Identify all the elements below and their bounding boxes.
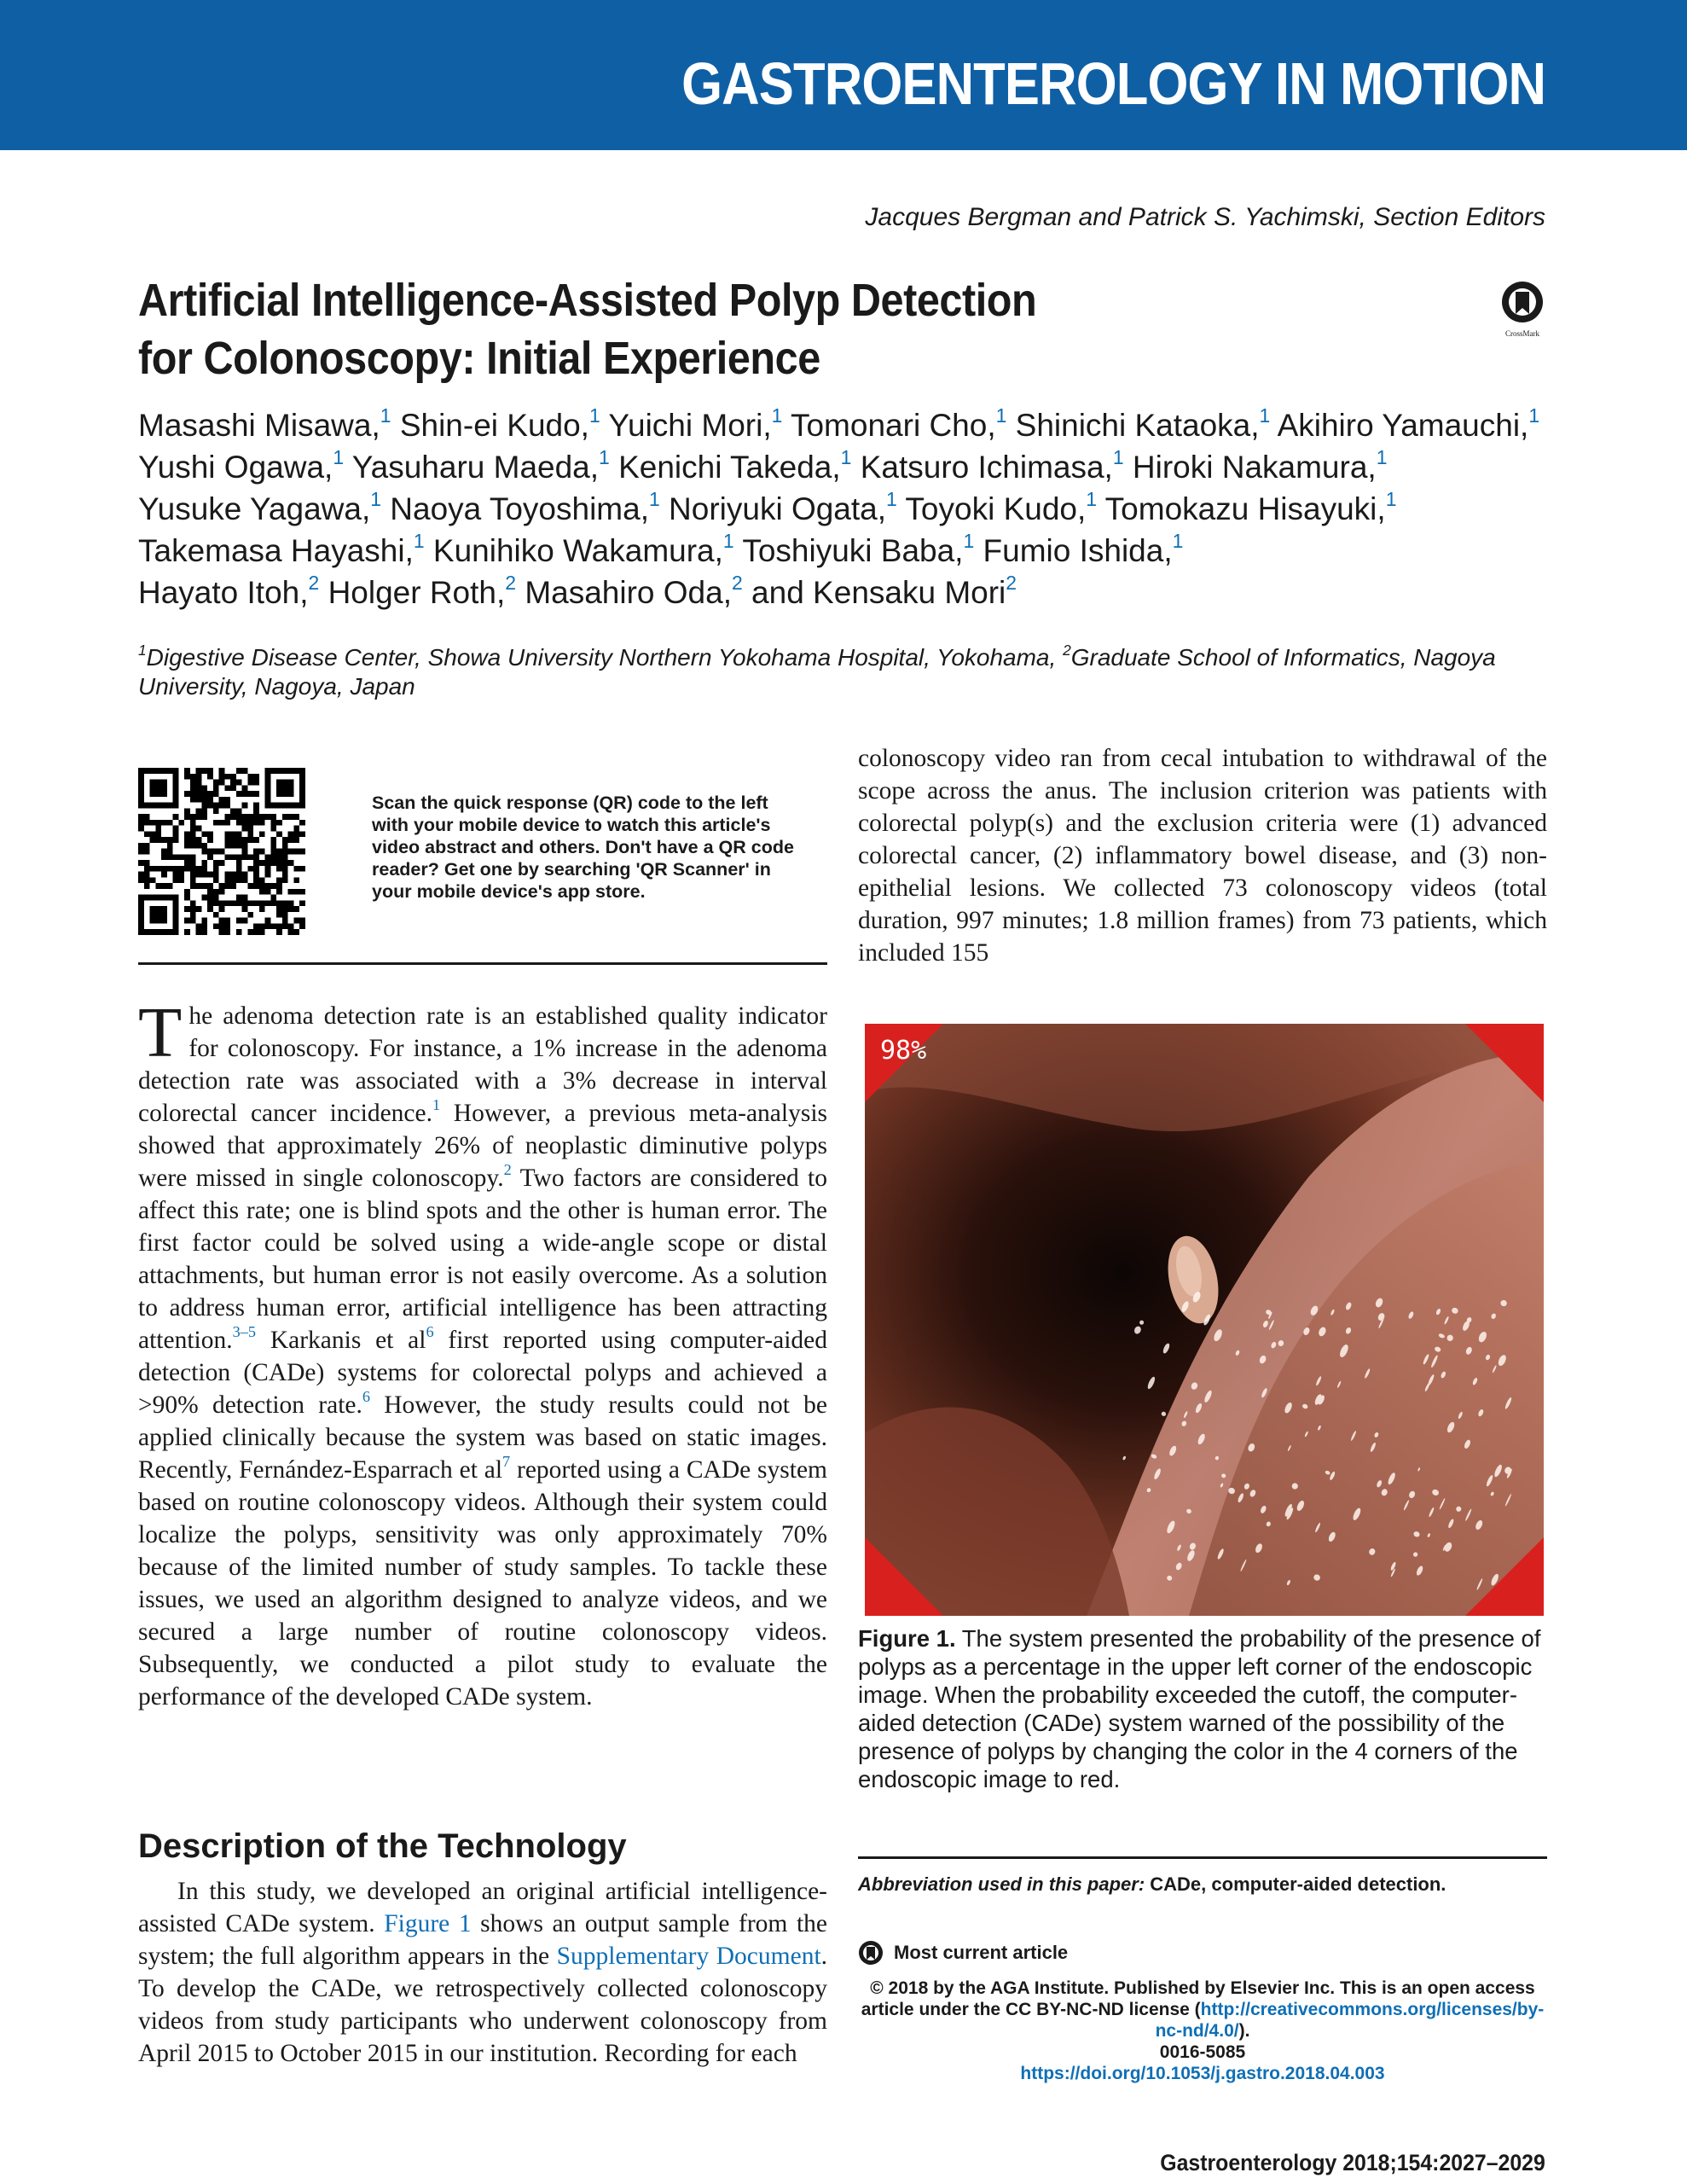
affiliation-2: Graduate School of Informatics, Nagoya University, Nagoya, Japan bbox=[138, 644, 1496, 700]
author-affiliation-mark: 1 bbox=[995, 404, 1007, 427]
intro-paragraph bbox=[138, 993, 828, 1713]
probability-overlay: 98% bbox=[880, 1036, 927, 1066]
intro-text-2: However, a previous meta-analysis showed that approximately 26% of neoplastic diminutive polyps were missed in single colonoscopy. bbox=[138, 1100, 827, 1192]
author-affiliation-mark: 1 bbox=[1086, 487, 1098, 510]
author-affiliation-mark: 2 bbox=[1006, 571, 1017, 594]
author-affiliation-mark: 1 bbox=[1172, 529, 1184, 552]
intro-text-7: reported using a CADe system based on routine colonoscopy videos. Although their system could localize the polyps, sensitivity was only approximately 70% because of the limited number of study samples. To tackle these issues, we used an algorithm designed to analyze videos, and we secured a large number of routine colonoscopy videos. Subsequently, we conducted a pilot study to evaluate the performance of the developed CADe system. bbox=[138, 1456, 828, 1711]
author-affiliation-mark: 1 bbox=[1112, 445, 1124, 468]
intro-text-6: However, the study results could not be applied clinically because the system was based on static images. Recently, Fernández-Esparrach et al bbox=[138, 1391, 827, 1484]
journal-banner bbox=[0, 0, 1687, 150]
author-name: Masashi Misawa, bbox=[138, 408, 380, 443]
author-name: Yushi Ogawa, bbox=[138, 450, 333, 485]
author-name: Shinichi Kataoka, bbox=[1015, 408, 1260, 443]
author-name: Hayato Itoh, bbox=[138, 575, 309, 610]
journal-citation: Gastroenterology 2018;154:2027–2029 bbox=[1160, 2150, 1545, 2175]
most-current-article[interactable] bbox=[858, 1940, 1068, 1966]
citation-3-5[interactable]: 3–5 bbox=[232, 1323, 257, 1341]
title-line-1: Artificial Intelligence-Assisted Polyp Detection bbox=[138, 275, 1037, 326]
author-affiliation-mark: 1 bbox=[380, 404, 391, 427]
author-affiliation-mark: 1 bbox=[599, 445, 610, 468]
author-name: Tomokazu Hisayuki, bbox=[1104, 491, 1386, 526]
citation-7[interactable]: 7 bbox=[502, 1453, 511, 1471]
intro-text-1: he adenoma detection rate is an established quality indicator for colonoscopy. For instance, a 1% increase in the adenoma detection rate was associated with a 3% decrease in interval colorectal cancer incidence. bbox=[138, 1002, 827, 1127]
author-affiliation-mark: 2 bbox=[308, 571, 320, 594]
author-name: Yasuharu Maeda, bbox=[351, 450, 600, 485]
author-affiliation-mark: 1 bbox=[1385, 487, 1397, 510]
qr-callout bbox=[138, 768, 827, 965]
author-name: Fumio Ishida, bbox=[983, 533, 1173, 568]
author-name: Kenichi Takeda, bbox=[618, 450, 841, 485]
affiliation-1-number: 1 bbox=[138, 641, 147, 659]
author-affiliation-mark: 1 bbox=[963, 529, 975, 552]
author-name: Kunihiko Wakamura, bbox=[432, 533, 723, 568]
abbrev-label: Abbreviation used in this paper: bbox=[858, 1873, 1145, 1895]
author-affiliation-mark: 1 bbox=[722, 529, 734, 552]
author-affiliation-mark: 1 bbox=[1528, 404, 1540, 427]
most-current-icon bbox=[858, 1940, 884, 1966]
license-link[interactable]: http://creativecommons.org/licenses/by-nc-nd/4.0/ bbox=[1155, 2000, 1545, 2041]
author-name: Katsuro Ichimasa, bbox=[860, 450, 1113, 485]
divider bbox=[858, 1856, 1547, 1859]
author-affiliation-mark: 1 bbox=[1259, 404, 1271, 427]
author-affiliation-mark: 1 bbox=[1376, 445, 1388, 468]
desc-text-1: In this study, we developed an original artificial intelligence-assisted CADe system. bbox=[138, 1878, 827, 1937]
author-affiliation-mark: 2 bbox=[505, 571, 517, 594]
paragraph-continuation: colonoscopy video ran from cecal intubation to withdrawal of the scope across the anus. The inclusion criterion was patients with colorectal polyp(s) and the exclusion criteria were (1) advanced colorectal cancer, (2) inflammatory bowel disease, and (3) non-epithelial lesions. We collected 73 colonoscopy videos (total duration, 997 minutes; 1.8 million frames) from 73 patients, which included 155 bbox=[858, 745, 1547, 967]
author-name: Naoya Toyoshima, bbox=[390, 491, 649, 526]
banner-title: GASTROENTEROLOGY IN MOTION bbox=[681, 50, 1545, 117]
qr-instructions: Scan the quick response (QR) code to the left with your mobile device to watch this article's video abstract and others. Don't have a QR code reader? Get one by searching 'QR Scanner' in your mobile device's app store. bbox=[372, 793, 794, 902]
author-name: Tomonari Cho, bbox=[790, 408, 996, 443]
description-paragraph bbox=[138, 1875, 827, 2070]
article-title bbox=[138, 271, 1136, 387]
author-name: Takemasa Hayashi, bbox=[138, 533, 414, 568]
author-name: Toyoki Kudo, bbox=[905, 491, 1087, 526]
author-name: Akihiro Yamauchi, bbox=[1277, 408, 1529, 443]
author-list bbox=[138, 404, 1545, 613]
author-name: Noriyuki Ogata, bbox=[669, 491, 887, 526]
drop-cap: T bbox=[138, 993, 183, 1072]
section-heading-description: Description of the Technology bbox=[138, 1827, 627, 1865]
body-text-continuation bbox=[858, 742, 1547, 969]
author-affiliation-mark: 1 bbox=[648, 487, 660, 510]
citation-2[interactable]: 2 bbox=[503, 1161, 512, 1179]
author-affiliation-mark: 1 bbox=[771, 404, 783, 427]
desc-text-2: shows an output sample from the system; the full algorithm appears in the bbox=[138, 1910, 827, 1970]
abbreviations bbox=[858, 1873, 1547, 1896]
author-affiliation-mark: 2 bbox=[732, 571, 743, 594]
affiliation-2-number: 2 bbox=[1063, 641, 1071, 659]
author-affiliation-mark: 1 bbox=[370, 487, 381, 510]
caption-label: Figure 1. bbox=[858, 1625, 956, 1652]
author-name: Toshiyuki Baba, bbox=[742, 533, 964, 568]
figure-1-link[interactable]: Figure 1 bbox=[384, 1910, 472, 1937]
author-affiliation-mark: 1 bbox=[886, 487, 897, 510]
supplementary-link[interactable]: Supplementary Document bbox=[556, 1943, 821, 1970]
desc-text-3: . To develop the CADe, we retrospectively collected colonoscopy videos from study participants who underwent colonoscopy from April 2015 to October 2015 in our institution. Recording for each bbox=[138, 1943, 828, 2067]
author-name: Hiroki Nakamura, bbox=[1132, 450, 1377, 485]
section-editors: Jacques Bergman and Patrick S. Yachimski, Section Editors bbox=[865, 203, 1545, 231]
intro-text-5: first reported using computer-aided detection (CADe) systems for colorectal polyps and achieved a >90% detection rate. bbox=[138, 1327, 827, 1419]
citation-6b[interactable]: 6 bbox=[362, 1388, 371, 1406]
copyright-text: © 2018 by the AGA Institute. Published by Elsevier Inc. This is an open access article under the CC BY-NC-ND license ( bbox=[861, 1978, 1535, 2019]
crossmark-label: CrossMark bbox=[1505, 329, 1539, 338]
copyright-close: ). bbox=[1238, 2021, 1250, 2041]
issn: 0016-5085 bbox=[1159, 2042, 1246, 2062]
caption-text: The system presented the probability of the presence of polyps as a percentage in the upper left corner of the endoscopic image. When the probability exceeded the cutoff, the computer-aided detection (CADe) system warned of the possibility of the presence of polyps by changing the color in the 4 corners of the endoscopic image to red. bbox=[858, 1625, 1541, 1792]
citation-1[interactable]: 1 bbox=[432, 1096, 441, 1114]
author-name: Yuichi Mori, bbox=[608, 408, 772, 443]
author-name: Holger Roth, bbox=[328, 575, 506, 610]
title-line-2: for Colonoscopy: Initial Experience bbox=[138, 333, 820, 384]
abbrev-text: CADe, computer-aided detection. bbox=[1145, 1873, 1446, 1895]
author-affiliation-mark: 1 bbox=[840, 445, 852, 468]
author-affiliation-mark: 1 bbox=[588, 404, 600, 427]
author-name: Masahiro Oda, bbox=[525, 575, 732, 610]
author-affiliation-mark: 1 bbox=[333, 445, 345, 468]
intro-text-4: Karkanis et al bbox=[256, 1327, 426, 1354]
author-affiliation-mark: 1 bbox=[413, 529, 425, 552]
citation-6a[interactable]: 6 bbox=[426, 1323, 434, 1341]
doi-link[interactable]: https://doi.org/10.1053/j.gastro.2018.04.003 bbox=[1020, 2064, 1385, 2083]
most-current-label: Most current article bbox=[894, 1942, 1069, 1963]
affiliations bbox=[138, 643, 1545, 701]
endoscopic-image bbox=[865, 1024, 1544, 1616]
copyright-block bbox=[858, 1978, 1547, 2084]
intro-column bbox=[138, 993, 828, 1713]
qr-code-icon[interactable] bbox=[138, 768, 305, 935]
figure-1-caption bbox=[858, 1624, 1551, 1793]
description-column bbox=[138, 1875, 827, 2070]
author-name: Shin-ei Kudo, bbox=[399, 408, 589, 443]
author-name: Yusuke Yagawa, bbox=[138, 491, 371, 526]
intro-text-3: Two factors are considered to affect this rate; one is blind spots and the other is human error. The first factor could be solved using a wide-angle scope or distal attachments, but human error is not easily overcome. As a solution to address human error, artificial intelligence has been attracting attention. bbox=[138, 1165, 827, 1354]
author-name: and Kensaku Mori bbox=[751, 575, 1006, 610]
crossmark-icon[interactable] bbox=[1497, 280, 1548, 340]
affiliation-1: Digestive Disease Center, Showa University Northern Yokohama Hospital, Yokohama, bbox=[146, 644, 1064, 671]
figure-1-image bbox=[865, 1024, 1544, 1616]
